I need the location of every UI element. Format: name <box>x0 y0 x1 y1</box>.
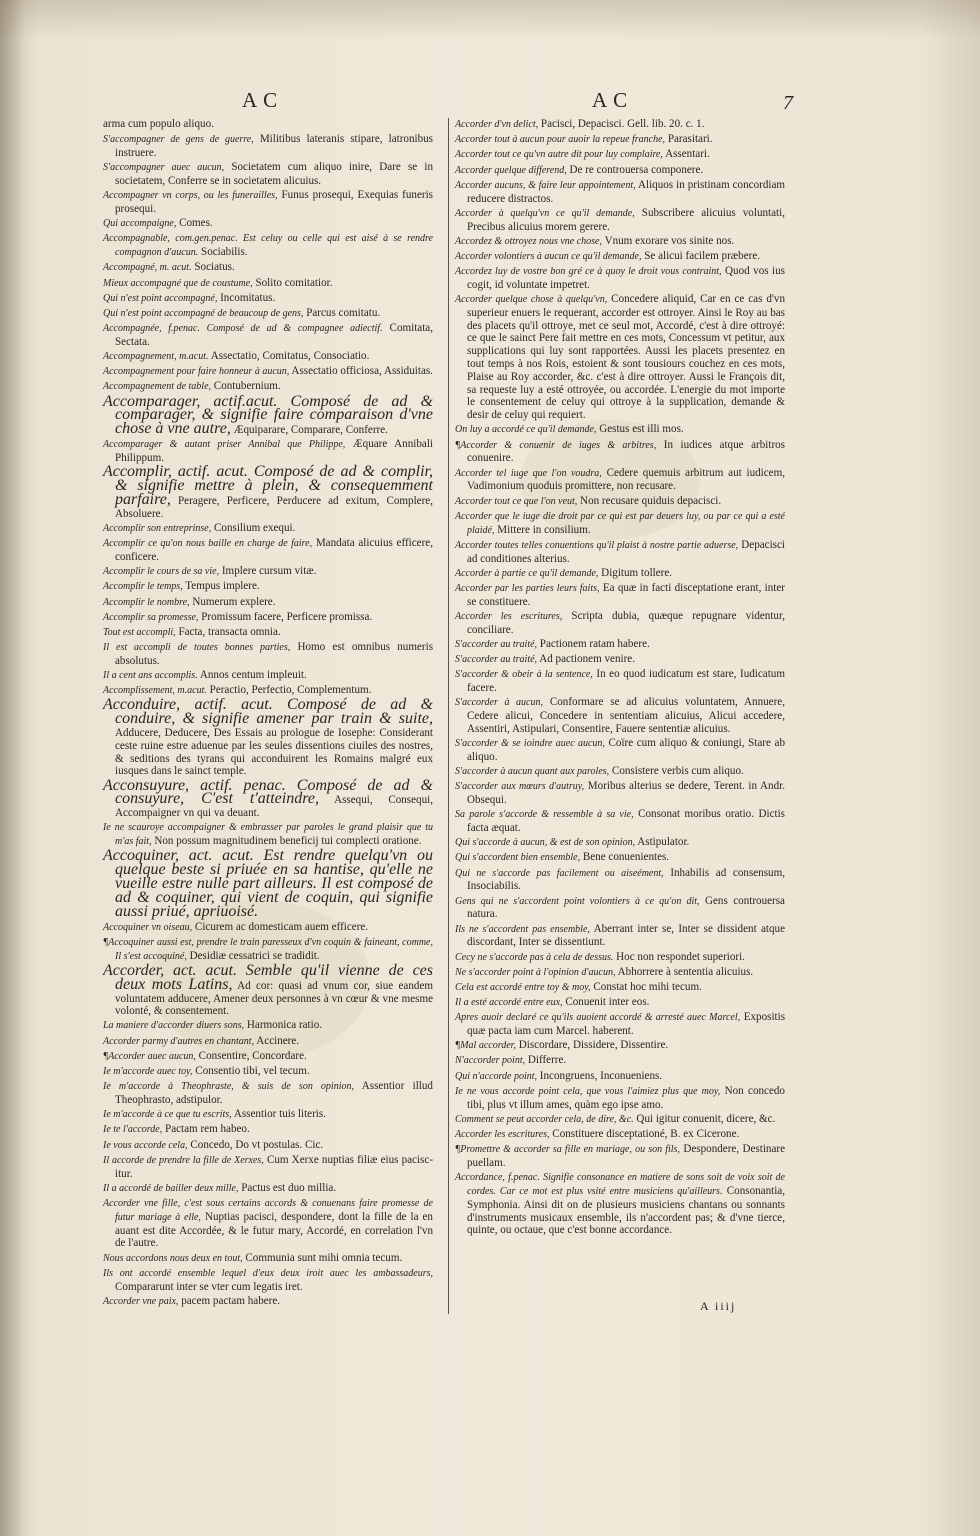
latin-translation: pacem pactam habere. <box>178 1294 281 1307</box>
latin-translation: Adducere, Deducere, Des Essais au prologue de Iosephe: Considerant ceste ruine estre aduenue par les seules dissentions ciuiles des nostres, & seditions des tyrans qui acconduirent les Romains malgré eux iusques dans le sainct temple. <box>115 727 433 778</box>
french-phrase: Nous accordons nous deux en tout, <box>103 1252 243 1264</box>
dictionary-entry <box>103 1123 433 1137</box>
dictionary-entry <box>455 895 785 922</box>
dictionary-entry <box>455 423 785 437</box>
dictionary-entry <box>103 1065 433 1079</box>
latin-translation: Incomitatus. <box>217 291 276 304</box>
dictionary-entry <box>103 1019 433 1033</box>
running-header-right: AC <box>592 88 634 112</box>
french-phrase: Accorder d'vn delict, <box>455 119 539 130</box>
dictionary-entry <box>103 776 433 820</box>
dictionary-entry <box>103 1182 433 1196</box>
latin-translation: Coïre cum aliquo & coniungi, Stare ab aliquo. <box>467 737 785 763</box>
latin-translation: Peractio, Perfectio, Complementum. <box>206 684 372 697</box>
right-column <box>455 118 785 1239</box>
dictionary-entry <box>103 626 433 640</box>
french-phrase: Accomplir le nombre, <box>103 596 190 608</box>
latin-translation: Assectatio, Comitatus, Consociatio. <box>208 350 370 363</box>
dictionary-entry <box>103 821 433 849</box>
french-phrase: Accomplir son entreprinse, <box>103 522 212 534</box>
latin-translation: Promissum facere, Perficere promissa. <box>198 610 373 623</box>
french-phrase: Qui s'accorde à aucun, & est de son opinion, <box>455 837 636 849</box>
french-phrase: Mieux accompagné que de coustume, <box>103 277 253 289</box>
latin-translation: Æquare Annibali Philippum. <box>115 438 433 465</box>
latin-translation: Moribus alterius se dedere, Terent. in Andr. Obsequi. <box>467 780 785 807</box>
french-phrase: S'accorder à aucun, <box>455 697 543 709</box>
dictionary-entry <box>455 1054 785 1068</box>
dictionary-entry <box>103 365 433 379</box>
latin-translation: Qui igitur conuenit, dicere, &c. <box>633 1112 776 1125</box>
french-phrase: Accorder que le iuge die droit par ce qui est par deuers luy, ou par ce qui a esté plaidé, <box>455 510 785 536</box>
dictionary-entry <box>103 1139 433 1153</box>
latin-translation: Implere cursum vitæ. <box>219 565 317 578</box>
latin-translation: Discordare, Dissidere, Dissentire. <box>515 1039 669 1052</box>
column-divider <box>448 118 449 1314</box>
dictionary-entry <box>103 1080 433 1107</box>
french-phrase: ¶Accoquiner aussi est, prendre le train paresseux d'vn coquin & faineant, comme, Il s'est accoquiné, <box>103 936 433 962</box>
latin-translation: Consentire, Concordare. <box>195 1049 307 1062</box>
dictionary-entry <box>455 653 785 667</box>
french-phrase: Accorder vne paix, <box>103 1295 179 1307</box>
french-phrase: Tout est accompli, <box>103 626 176 638</box>
french-phrase: Accomplir sa promesse, <box>103 611 199 623</box>
dictionary-entry <box>455 923 785 950</box>
latin-translation: Concedere aliquid, Car en ce cas d'vn superieur enuers le requerant, accorder est ottroyer. Ainsi le Roy au bas des placets qu'il ottroye, met ce seul mot, Accordé, c'est à dire ottroyé: ce que le sainct Pere fait mettre en ces mots, Concessum vt petitur, aux supplications qui luy sont rapportées. Aussi les placets presentez en tout temps à nos Rois, estoient & sont tousiours couchez en ces mots, Plaise au Roy accorder, &c. c'est à dire ottroyer. Aussi le François dit, sa requeste luy a esté ottroyée, ou accordée. L'energie du mot importe le consentement de celuy qui ottroye à la supplication, demande & desir de celuy qui requiert. <box>467 293 785 422</box>
french-phrase: Accompagnement pour faire honneur à aucun, <box>103 366 290 378</box>
latin-translation: Incongruens, Inconueniens. <box>537 1069 663 1082</box>
french-phrase: Ie m'accorde à ce que tu escrits, <box>103 1109 232 1121</box>
latin-translation: Consilium exequi. <box>211 521 296 534</box>
latin-translation: Pactus est duo millia. <box>238 1181 337 1194</box>
french-phrase: Ie vous accorde cela, <box>103 1139 188 1151</box>
french-phrase: Il a esté accordé entre eux, <box>455 997 563 1009</box>
dictionary-entry <box>103 961 433 1018</box>
french-phrase: S'accorder aux mœurs d'autruy, <box>455 781 585 793</box>
latin-translation: Tempus implere. <box>182 580 260 593</box>
dictionary-entry <box>103 522 433 536</box>
latin-translation: Mittere in consilium. <box>494 523 591 536</box>
dictionary-entry <box>455 668 785 695</box>
dictionary-entry <box>455 696 785 735</box>
french-phrase: Ie te l'accorde, <box>103 1124 163 1136</box>
dictionary-entry <box>103 277 433 291</box>
dictionary-entry <box>103 1252 433 1266</box>
latin-translation: Constat hoc mihi tecum. <box>590 980 702 993</box>
dictionary-entry <box>455 439 785 466</box>
latin-translation: Pactam rem habeo. <box>162 1123 250 1136</box>
dictionary-entry <box>103 438 433 465</box>
dictionary-entry <box>103 1267 433 1294</box>
gutter-shadow <box>0 0 26 1536</box>
latin-translation: Concedo, Do vt postulas. Cic. <box>187 1138 324 1151</box>
dictionary-entry <box>455 293 785 422</box>
dictionary-entry <box>103 189 433 216</box>
french-phrase: S'accorder & se ioindre auec aucun, <box>455 738 605 750</box>
dictionary-entry <box>455 1143 785 1170</box>
french-phrase: Accorder les escritures, <box>455 610 563 622</box>
french-phrase: S'accorder à aucun quant aux paroles, <box>455 766 610 778</box>
french-phrase: Accoquiner vn oiseau, <box>103 921 193 933</box>
french-phrase: Accorder à quelqu'vn ce qu'il demande, <box>455 207 635 219</box>
french-phrase: Accorder tel iuge que l'on voudra, <box>455 467 602 479</box>
french-phrase: Ie m'accorde auec toy, <box>103 1066 193 1078</box>
french-phrase: Acconduire, actif. acut. Composé de ad & conduire, & signifie amener par train & suite, <box>103 696 433 728</box>
latin-translation: Communia sunt mihi omnia tecum. <box>242 1251 403 1264</box>
latin-translation: Comes. <box>176 217 213 230</box>
french-phrase: Qui n'est point accompagné, <box>103 292 218 304</box>
latin-translation: Contubernium. <box>211 380 281 393</box>
running-header-left: AC <box>242 88 284 112</box>
latin-translation: Ad cor: quasi ad vnum cor, siue eandem voluntatem adducere, Amener deux personnes à vn cœur & vne mesme volonté, & consentement. <box>115 979 433 1018</box>
french-phrase: Accorder, act. acut. Semble qu'il vienne de ces deux mots Latins, <box>103 961 433 993</box>
dictionary-entry <box>103 307 433 321</box>
latin-translation: Despondere, Destinare puellam. <box>467 1143 786 1169</box>
french-phrase: Accomplir ce qu'on nous baille en charge de faire, <box>103 538 313 550</box>
french-phrase: Accomplir le temps, <box>103 581 183 593</box>
latin-translation: Non concedo tibi, plus vt illum ames, quàm ego ipse amo. <box>467 1084 785 1111</box>
latin-translation: Cedere quemuis arbitrum aut iudicem, Vadimonium quoduis promittere, non recusare. <box>467 466 785 493</box>
dictionary-entry <box>103 921 433 935</box>
latin-translation: Compararunt inter se vter cum legatis iret. <box>115 1280 303 1293</box>
latin-translation: Assequi, Consequi, Accompaigner vn qui va deuant. <box>115 794 433 820</box>
latin-translation: arma cum populo aliquo. <box>103 118 214 130</box>
dictionary-entry <box>103 1295 433 1309</box>
french-phrase: Accompagnement, m.acut. <box>103 351 209 363</box>
latin-translation: De re controuersa componere. <box>566 163 704 176</box>
french-phrase: Il est accompli de toutes bonnes parties, <box>103 642 291 654</box>
dictionary-entry <box>455 1171 785 1237</box>
french-phrase: Accorder tout ce qu'vn autre dit pour luy complaire, <box>455 149 663 161</box>
dictionary-entry <box>455 118 785 132</box>
dictionary-entry <box>455 780 785 807</box>
latin-translation: Parasitari. <box>665 133 713 146</box>
latin-translation: Solito comitatior. <box>252 276 333 289</box>
french-phrase: Accorder vne fille, c'est sous certains accords & conuenans faire promesse de futur mariage à elle, <box>103 1197 433 1223</box>
french-phrase: Accordez luy de vostre bon gré ce à quoy le droit vous contraint, <box>455 266 722 278</box>
dictionary-entry <box>455 951 785 965</box>
french-phrase: Qui n'accorde point, <box>455 1070 538 1082</box>
dictionary-entry <box>455 808 785 835</box>
dictionary-entry <box>103 580 433 594</box>
latin-translation: Conuenit inter eos. <box>562 996 650 1009</box>
dictionary-entry <box>103 611 433 625</box>
french-phrase: Ie m'accorde à Theophraste, & suis de son opinion, <box>103 1081 354 1093</box>
dictionary-entry <box>103 463 433 520</box>
dictionary-entry <box>103 350 433 364</box>
french-phrase: Acconsuyure, actif. penac. Composé de ad & consuyure, C'est t'atteindre, <box>103 776 433 808</box>
dictionary-entry <box>103 292 433 306</box>
french-phrase: Il accorde de prendre la fille de Xerxes, <box>103 1154 264 1166</box>
french-phrase: Accompagnable, com.gen.penac. Est celuy ou celle qui est aisé à se rendre compagnon d'aucun. <box>103 233 433 259</box>
french-phrase: Ie ne scauroye accompaigner & embrasser par paroles le grand plaisir que tu m'as fait, <box>103 822 433 848</box>
latin-translation: In eo quod iudicatum est stare, Iudicatum facere. <box>467 668 785 695</box>
latin-translation: Desidiæ cessatrici se tradidit. <box>186 949 320 962</box>
latin-translation: Homo est omnibus numeris absolutus. <box>115 641 434 667</box>
dictionary-entry <box>103 669 433 683</box>
dictionary-entry <box>455 148 785 162</box>
french-phrase: Qui n'est point accompagné de beaucoup de gens, <box>103 307 304 319</box>
french-phrase: Accompagnée, f.penac. Composé de ad & compagnee adiectif. <box>103 323 383 335</box>
dictionary-entry <box>103 232 433 260</box>
french-phrase: Ne s'accorder point à l'opinion d'aucun, <box>455 966 616 978</box>
french-phrase: N'accorder point, <box>455 1055 526 1067</box>
dictionary-entry <box>455 966 785 980</box>
latin-translation: Conformare se ad alicuius voluntatem, Annuere, Cedere alicui, Concedere in sententiam alicuius, Alicui accedere, Assentiri, Astipulari, Consentire, Fauere sententiæ alicuius. <box>467 696 785 735</box>
latin-translation: Consentio tibi, vel tecum. <box>192 1065 310 1078</box>
french-phrase: S'accorder au traité, <box>455 638 538 650</box>
latin-translation: Abhorrere à sententia alicuius. <box>615 965 754 978</box>
french-phrase: Qui s'accordent bien ensemble, <box>455 852 581 864</box>
french-phrase: Accomparager, actif.acut. Composé de ad & comparager, & signifie faire comparaison d'vne chose à vne autre, <box>103 392 433 438</box>
french-phrase: Ils ont accordé ensemble lequel d'eux deux iroit auec les ambassadeurs, <box>103 1267 433 1279</box>
french-phrase: Qui accompaigne, <box>103 218 177 230</box>
dictionary-entry <box>455 164 785 178</box>
latin-translation: Aberrant inter se, Inter se dissident atque discordant, Inter se dissentiunt. <box>467 922 785 949</box>
french-phrase: Accordance, f.penac. Signifie consonance en matiere de sons soit de voix soit de cordes. Car ce mot est plus vsité entre musiciens qu'ailleurs. <box>455 1172 785 1197</box>
dictionary-entry <box>455 1039 785 1053</box>
latin-translation: Aliquos in pristinam concordiam reducere distractos. <box>467 178 785 205</box>
dictionary-entry <box>455 250 785 264</box>
french-phrase: Accorder par les parties leurs faits, <box>455 582 600 594</box>
french-phrase: Cela est accordé entre toy & moy, <box>455 981 591 993</box>
latin-translation: Ea quæ in facti disceptatione erant, inter se constituere. <box>467 581 785 608</box>
dictionary-entry <box>455 539 785 566</box>
dictionary-entry <box>103 936 433 964</box>
page-number: 7 <box>783 92 793 114</box>
latin-translation: Peragere, Perficere, Perducere ad exitum, Complere, Absoluere. <box>115 494 433 520</box>
latin-translation: Consonantia, Symphonia. Ainsi dit on de plusieurs musiciens chantans ou sonnants d'instruments musicaux ensemble, ils n'accordent pas; & d'vne tierce, quinte, ou octaue, que c'est bonne accordance. <box>467 1184 785 1237</box>
latin-translation: Funus prosequi, Exequias funeris prosequi. <box>115 189 433 215</box>
french-phrase: Accorder les escritures, <box>455 1128 550 1140</box>
dictionary-entry <box>455 1128 785 1142</box>
dictionary-entry <box>455 610 785 637</box>
french-phrase: S'accorder au traité, <box>455 654 538 666</box>
french-phrase: Accompagné, m. acut. <box>103 262 192 274</box>
dictionary-entry <box>455 737 785 764</box>
french-phrase: ¶Accorder auec aucun, <box>103 1050 196 1062</box>
french-phrase: Accorder volontiers à aucun ce qu'il demande, <box>455 250 642 262</box>
french-phrase: Accompagnement de table, <box>103 381 212 393</box>
latin-translation: Differre. <box>525 1054 567 1067</box>
latin-translation: Parcus comitatu. <box>303 306 381 319</box>
dictionary-entry <box>455 996 785 1010</box>
dictionary-entry <box>455 1011 785 1038</box>
latin-translation: Assectatio officiosa, Assiduitas. <box>289 365 433 378</box>
dictionary-entry <box>103 1035 433 1049</box>
latin-translation: Annos centum impleuit. <box>197 669 307 682</box>
french-phrase: Il a cent ans accomplis. <box>103 670 198 682</box>
dictionary-entry <box>455 265 785 292</box>
latin-translation: Mandata alicuius efficere, conficere. <box>115 537 433 563</box>
latin-translation: Assentari. <box>662 148 710 161</box>
latin-translation: Quod vos ius cogit, id voluntate impetret. <box>467 265 785 291</box>
french-phrase: Accompagner vn corps, ou les funerailles, <box>103 190 278 202</box>
dictionary-entry <box>455 510 785 538</box>
french-phrase: Cecy ne s'accorde pas à cela de dessus. <box>455 951 614 963</box>
latin-translation: Militibus lateranis stipare, latronibus instruere. <box>115 133 433 159</box>
dictionary-entry <box>103 261 433 275</box>
dictionary-entry <box>103 565 433 579</box>
latin-translation: Vnum exorare vos sinite nos. <box>602 234 735 247</box>
latin-translation: Gens controuersa natura. <box>467 894 785 921</box>
french-phrase: ¶Accorder & conuenir de iuges & arbitres, <box>455 439 657 451</box>
french-phrase: Accorder tout à aucun pour auoir la repeue franche, <box>455 134 666 146</box>
latin-translation: Cum Xerxe nuptias filiæ eius paciscitur. <box>115 1153 434 1180</box>
latin-translation: Constituere disceptationé, B. ex Cicerone. <box>549 1127 740 1140</box>
dictionary-entry <box>103 133 433 160</box>
french-phrase: On luy a accordé ce qu'il demande, <box>455 424 597 436</box>
french-phrase: Ie ne vous accorde point cela, que vous l'aimiez plus que moy, <box>455 1085 721 1097</box>
french-phrase: Accordez & ottroyez nous vne chose, <box>455 235 602 247</box>
dictionary-entry <box>455 867 785 894</box>
french-phrase: Apres auoir declaré ce qu'ils auoient accordé & arresté auec Marcel, <box>455 1012 741 1024</box>
dictionary-entry <box>103 1154 433 1181</box>
latin-translation: In iudices atque arbitros conuenire. <box>467 438 785 465</box>
dictionary-entry <box>103 118 433 132</box>
latin-translation: Æquiparare, Comparare, Conferre. <box>230 424 388 437</box>
latin-translation: Non possum magnitudinem beneficij tui complecti oratione. <box>151 835 422 848</box>
latin-translation: Scripta dubia, quæque repugnare videntur, conciliare. <box>467 609 785 636</box>
dictionary-entry <box>455 133 785 147</box>
french-phrase: Accorder toutes telles conuentions qu'il plaist à nostre partie aduerse, <box>455 539 739 551</box>
latin-translation: Bene conuenientes. <box>580 851 670 864</box>
dictionary-entry <box>455 495 785 509</box>
dictionary-entry <box>455 467 785 494</box>
latin-translation: Sociabilis. <box>198 246 248 259</box>
french-phrase: S'accorder & obeir à la sentence, <box>455 669 593 681</box>
dictionary-entry <box>455 1070 785 1084</box>
latin-translation: Cicurem ac domesticam auem efficere. <box>192 920 369 933</box>
latin-translation: Depacisci ad conditiones alterius. <box>467 538 786 565</box>
dictionary-entry <box>103 847 433 920</box>
french-phrase: La maniere d'accorder diuers sons, <box>103 1020 245 1032</box>
left-column <box>103 118 433 1310</box>
latin-translation: Inhabilis ad consensum, Insociabilis. <box>467 866 785 893</box>
dictionary-entry <box>455 765 785 779</box>
latin-translation: Accinere. <box>254 1034 300 1047</box>
french-phrase: S'accompagner de gens de guerre, <box>103 134 254 146</box>
latin-translation: Assentior illud Theophrasto, adstipulor. <box>115 1080 433 1107</box>
dictionary-entry <box>103 392 433 438</box>
latin-translation: Facta, transacta omnia. <box>175 625 281 638</box>
top-edge-shadow <box>0 0 980 40</box>
dictionary-entry <box>455 1085 785 1112</box>
latin-translation: Pactionem ratam habere. <box>537 637 650 650</box>
dictionary-entry <box>103 1108 433 1122</box>
dictionary-entry <box>455 836 785 850</box>
latin-translation: Digitum tollere. <box>598 566 673 579</box>
french-phrase: ¶Mal accorder, <box>455 1040 516 1052</box>
dictionary-entry <box>103 641 433 668</box>
dictionary-entry <box>103 596 433 610</box>
latin-translation: Hoc non respondet superiori. <box>613 950 745 963</box>
french-phrase: Accomplir le cours de sa vie, <box>103 566 220 578</box>
dictionary-entry <box>103 696 433 778</box>
latin-translation: Consonat moribus oratio. Dictis facta æquat. <box>467 808 785 834</box>
dictionary-entry <box>455 582 785 609</box>
dictionary-entry <box>103 161 433 188</box>
latin-translation: Comitata, Sectata. <box>115 322 433 348</box>
latin-translation: Societatem cum aliquo inire, Dare se in societatem, Conferre se in societatem alicuius. <box>115 161 433 187</box>
latin-translation: Assentior tuis literis. <box>231 1108 326 1121</box>
latin-translation: Pacisci, Depacisci. Gell. lib. 20. c. 1. <box>538 118 705 130</box>
dictionary-entry <box>455 638 785 652</box>
french-phrase: Accomplissement, m.acut. <box>103 685 207 697</box>
french-phrase: Gens qui ne s'accordent point volontiers à ce qu'on dit, <box>455 895 700 907</box>
latin-translation: Gestus est illi mos. <box>596 423 684 436</box>
french-phrase: Accorder aucuns, & faire leur appointement, <box>455 179 636 191</box>
french-phrase: Accorder quelque chose à quelqu'vn, <box>455 294 608 306</box>
french-phrase: Accomplir, actif. acut. Composé de ad & complir, & signifie mettre à plein, & consequemment parfaire, <box>103 463 433 508</box>
french-phrase: Accorder quelque differend, <box>455 164 567 176</box>
french-phrase: Ils ne s'accordent pas ensemble, <box>455 923 590 935</box>
dictionary-entry <box>455 567 785 581</box>
dictionary-entry <box>455 1113 785 1127</box>
latin-translation: Non recusare quiduis depacisci. <box>577 494 722 507</box>
dictionary-entry <box>455 235 785 249</box>
dictionary-entry <box>455 179 785 206</box>
latin-translation: Harmonica ratio. <box>244 1019 323 1032</box>
french-phrase: Accorder tout ce que l'on veut, <box>455 495 578 507</box>
latin-translation: Ad pactionem venire. <box>537 653 635 666</box>
french-phrase: ¶Promettre & accorder sa fille en mariage, ou son fils, <box>455 1144 680 1156</box>
french-phrase: S'accompagner auec aucun, <box>103 162 225 174</box>
latin-translation: Numerum explere. <box>189 595 276 608</box>
latin-translation: Sociatus. <box>191 261 235 274</box>
latin-translation: Expositis quæ pacta iam cum Marcel. haberent. <box>467 1011 786 1038</box>
dictionary-entry <box>103 1197 433 1250</box>
latin-translation: Astipulator. <box>635 836 690 849</box>
dictionary-entry <box>455 981 785 995</box>
french-phrase: Sa parole s'accorde & ressemble à sa vie, <box>455 809 634 821</box>
latin-translation: Subscribere alicuius voluntati, Precibus alicuius morem gerere. <box>467 206 785 233</box>
dictionary-entry <box>455 851 785 865</box>
french-phrase: Qui ne s'accorde pas facilement ou aiseément, <box>455 867 664 879</box>
latin-translation: Se alicui facilem præbere. <box>641 249 761 262</box>
latin-translation: Nuptias pacisci, despondere, dont la fille de la en auant est dite Accordée, & le futur mary, Accordé, en correlation l'vn de l'autre. <box>115 1210 433 1250</box>
french-phrase: Accorder à partie ce qu'il demande, <box>455 567 599 579</box>
dictionary-entry <box>103 217 433 231</box>
french-phrase: Accomparager & autant priser Annibal que Philippe, <box>103 439 346 451</box>
dictionary-entry <box>455 207 785 234</box>
signature-mark: A iiij <box>700 1299 737 1313</box>
dictionary-entry <box>103 1050 433 1064</box>
french-phrase: Il a accordé de bailler deux mille, <box>103 1182 239 1194</box>
dictionary-entry <box>103 322 433 349</box>
dictionary-entry <box>103 537 433 564</box>
latin-translation: Consistere verbis cum aliquo. <box>609 765 744 778</box>
french-phrase: Accorder parmy d'autres en chantant, <box>103 1035 255 1047</box>
french-phrase: Comment se peut accorder cela, de dire, &c. <box>455 1113 634 1125</box>
french-phrase: Accoquiner, act. acut. Est rendre quelqu'vn ou quelque beste si priuée en sa hantise, qu'elle ne vueille estre nulle part ailleurs. Il est composé de ad & coquiner, qui vient de coquin, qui signifie aussi priué, apriuoisé. <box>103 847 433 920</box>
